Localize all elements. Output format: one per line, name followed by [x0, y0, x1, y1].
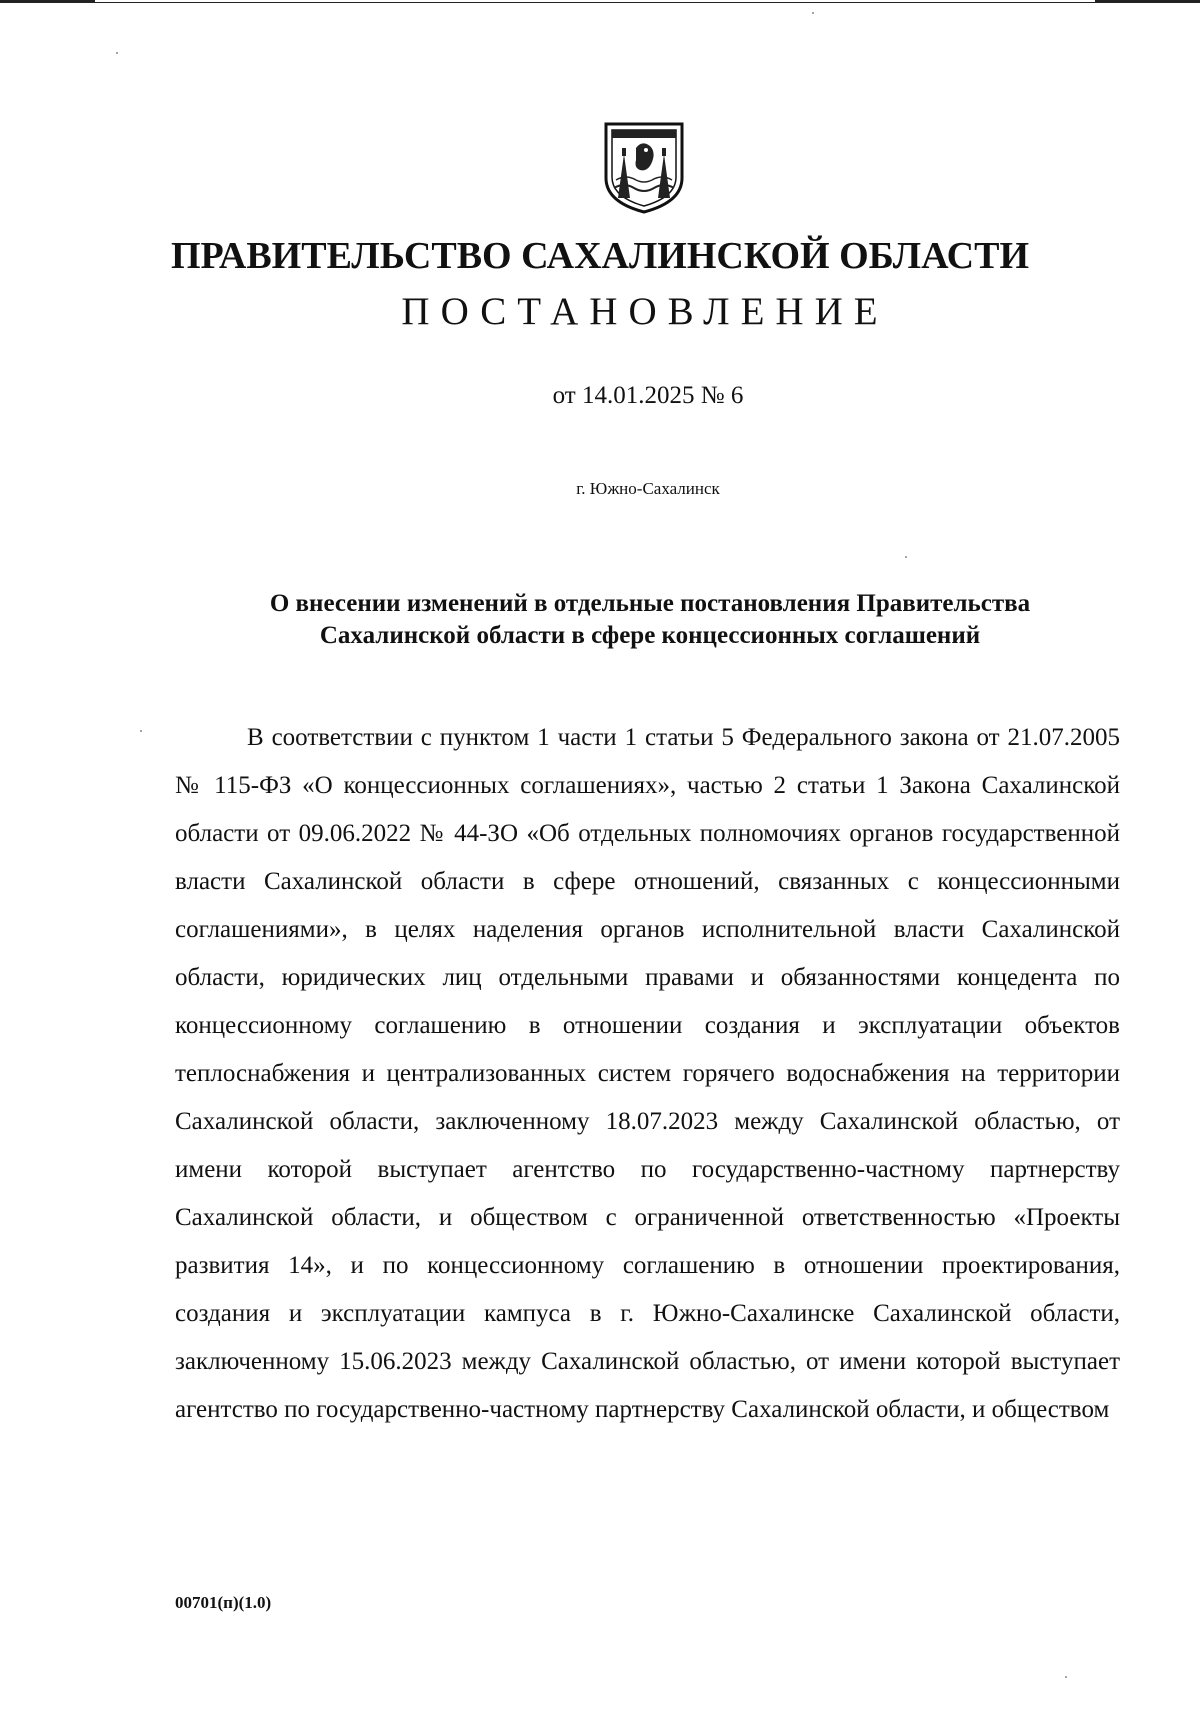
- form-code: 00701(п)(1.0): [175, 1593, 272, 1612]
- document-subject: [175, 588, 1125, 652]
- scan-speck: [905, 556, 907, 558]
- body-paragraph: В соответствии с пунктом 1 части 1 статьи 5 Федерального закона от 21.07.2005 № 115-ФЗ «О концессионных соглашениях», частью 2 статьи 1 Закона Сахалинской области от 09.06.2022 № 44-ЗО «Об отдельных полномочиях органов государственной власти Сахалинской области в сфере отношений, связанных с концессионными соглашениями», в целях наделения органов исполнительной власти Сахалинской области, юридических лиц отдельными правами и обязанностями концедента по концессионному соглашению в отношении создания и эксплуатации объектов теплоснабжения и централизованных систем горячего водоснабжения на территории Сахалинской области, заключенному 18.07.2023 между Сахалинской областью, от имени которой выступает агентство по государственно-частному партнерству Сахалинской области, и обществом с ограниченной ответственностью «Проекты развития 14», и по концессионному соглашению в отношении проектирования, создания и эксплуатации кампуса в г. Южно-Сахалинске Сахалинской области, заключенному 15.06.2023 между Сахалинской областью, от имени которой выступает агентство по государственно-частному партнерству Сахалинской области, и обществом: [175, 724, 1120, 1423]
- scan-speck: [140, 730, 142, 732]
- subject-line-1: О внесении изменений в отдельные постановления Правительства: [269, 590, 1031, 617]
- document-date-number: от 14.01.2025 № 6: [552, 382, 744, 409]
- scan-speck: [1065, 1676, 1067, 1678]
- document-type: ПОСТАНОВЛЕНИЕ: [401, 290, 889, 333]
- coat-of-arms-icon: [596, 118, 692, 214]
- document-city: г. Южно-Сахалинск: [576, 479, 720, 498]
- scan-speck: [812, 12, 814, 14]
- government-title: ПРАВИТЕЛЬСТВО САХАЛИНСКОЙ ОБЛАСТИ: [170, 235, 1030, 277]
- scan-top-edge-gap: [95, 0, 1095, 2]
- subject-line-2: Сахалинской области в сфере концессионных соглашений: [319, 622, 981, 649]
- scan-speck: [116, 52, 118, 54]
